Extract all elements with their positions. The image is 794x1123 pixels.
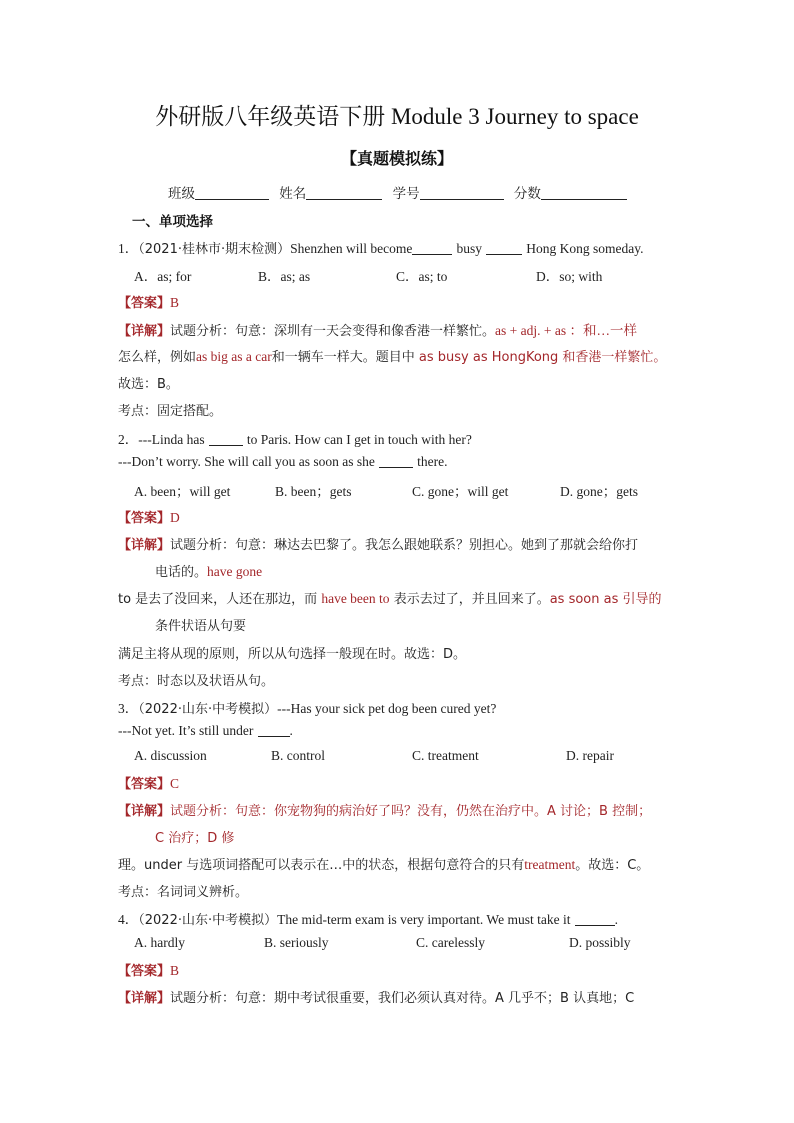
q1-stem-a: Shenzhen will become: [290, 241, 413, 256]
q3-detail-line-3: [118, 854, 649, 873]
q2-answer: [118, 507, 180, 526]
page-title: 外研版八年级英语下册 Module 3 Journey to space: [155, 104, 639, 129]
q4-stem: The mid-term exam is very important. We must take it: [277, 912, 571, 927]
q4-number: 4．: [118, 912, 139, 927]
q4-blank: [575, 913, 615, 926]
q4-answer-label: 【答案】: [118, 964, 171, 979]
q1-detail-line-3: 故选：B。: [118, 377, 179, 392]
q2-detail-1: 试题分析：句意：琳达去巴黎了。我怎么跟她联系？别担心。她到了那就会给你打: [170, 538, 639, 553]
q3-option-a: A. discussion: [134, 748, 207, 763]
q1-answer-label: 【答案】: [118, 296, 171, 311]
q3-stem1: ---Has your sick pet dog been cured yet?: [277, 701, 497, 716]
q1-number: 1．: [118, 241, 139, 256]
q1-option-c: C．as; to: [396, 269, 448, 284]
q3-number: 3．: [118, 701, 139, 716]
q2-detail-line-1: [118, 534, 638, 553]
q3-option-c: C. treatment: [412, 748, 479, 763]
q2-stem1-a: ---Linda has: [138, 432, 205, 447]
q4-detail-line-1: [118, 987, 634, 1006]
q2-detail-line-5: 满足主将从现的原则，所以从句选择一般现在时。故选：D。: [118, 647, 467, 662]
q1-detail-1a: 试题分析：句意：深圳有一天会变得和像香港一样繁忙。: [170, 324, 496, 339]
q3-detail-line-1: [118, 800, 651, 819]
q1-blank-1: [412, 242, 452, 255]
q1-detail-line-1: [118, 319, 637, 339]
q4-source: （2022·山东·中考模拟）: [138, 913, 278, 928]
q3-source: （2022·山东·中考模拟）: [138, 702, 278, 717]
q2-blank-2: [379, 455, 413, 468]
q2-detail-line-4: 条件状语从句要: [155, 619, 247, 634]
q4-option-b: B. seriously: [264, 935, 329, 950]
q1-option-b: B．as; as: [258, 269, 311, 284]
q3-detail-3c: 。故选：C。: [575, 858, 650, 873]
q2-point: 考点：时态以及状语从句。: [118, 674, 275, 689]
q2-detail-3d: as soon as 引导的: [549, 592, 662, 607]
q1-option-d: D．so; with: [536, 269, 603, 284]
class-label: 班级: [168, 186, 195, 202]
question-2-stem-1: [118, 428, 472, 448]
question-2-stem-2: [118, 454, 447, 470]
q2-answer-value: D: [170, 510, 180, 525]
q2-option-b: B. been；gets: [275, 484, 352, 499]
q4-detail-label: 【详解】: [118, 991, 171, 1006]
q2-option-d: D. gone；gets: [560, 484, 638, 499]
q3-blank: [258, 724, 290, 737]
score-blank[interactable]: [541, 185, 627, 200]
q1-detail-2b: as big as a car: [196, 349, 272, 364]
q1-answer: [118, 292, 179, 311]
name-blank[interactable]: [306, 185, 382, 200]
q4-answer-value: B: [170, 963, 180, 978]
q2-stem2-b: there.: [417, 454, 448, 469]
q4-answer: [118, 960, 179, 979]
section-heading: 一、单项选择: [132, 214, 213, 230]
student-info-fields: [168, 182, 627, 202]
page-subtitle: 【真题模拟练】: [340, 149, 453, 168]
q2-detail-2b: have gone: [207, 564, 263, 579]
q1-detail-2a: 怎么样，例如: [118, 350, 197, 365]
q1-detail-2d: as busy as HongKong 和香港一样繁忙。: [418, 350, 667, 365]
class-blank[interactable]: [195, 185, 269, 200]
q1-stem-c: Hong Kong someday.: [526, 241, 644, 256]
q4-detail-1: 试题分析：句意：期中考试很重要，我们必须认真对待。A 几乎不；B 认真地；C: [170, 991, 635, 1006]
q2-number: 2．: [118, 432, 139, 447]
q3-option-b: B. control: [271, 748, 325, 763]
q3-detail-line-2: C 治疗；D 修: [155, 831, 235, 846]
q1-option-a: A．as; for: [134, 269, 192, 284]
q1-stem-b: busy: [456, 241, 482, 256]
q1-detail-line-2: [118, 346, 666, 365]
q1-point: 考点：固定搭配。: [118, 404, 223, 419]
q4-option-a: A. hardly: [134, 935, 185, 950]
q2-detail-2a: 电话的。: [155, 565, 208, 580]
q3-point: 考点：名词词义辨析。: [118, 885, 249, 900]
q1-source: （2021·桂林市·期末检测）: [138, 242, 291, 257]
question-4-stem: 4．（2022·山东·中考模拟）The mid-term exam is very important. We must take it .: [118, 912, 618, 928]
question-3-stem-2: ---Not yet. It’s still under .: [118, 723, 293, 738]
q2-detail-3b: have been to: [321, 591, 390, 606]
q4-option-d: D. possibly: [569, 935, 631, 950]
q2-detail-label: 【详解】: [118, 538, 171, 553]
q3-detail-3a: 理。under 与选项词搭配可以表示在…中的状态，根据句意符合的只有: [118, 858, 525, 873]
question-1-stem: [118, 237, 644, 257]
q2-blank-1: [209, 433, 243, 446]
q1-detail-2c: 和一辆车一样大。题目中: [271, 350, 415, 365]
q3-detail-1: 试题分析：句意：你宠物狗的病治好了吗？没有，仍然在治疗中。A 讨论；B 控制；: [170, 804, 652, 819]
q3-answer-value: C: [170, 776, 180, 791]
q2-detail-3c: 表示去过了，并且回来了。: [393, 592, 550, 607]
q3-answer-label: 【答案】: [118, 777, 171, 792]
q2-answer-label: 【答案】: [118, 511, 171, 526]
q2-detail-3a: to 是去了没回来，人还在那边，而: [118, 592, 318, 607]
q4-option-c: C. carelessly: [416, 935, 485, 950]
q3-answer: [118, 773, 179, 792]
q1-detail-1b: as + adj. + as ：和…一样: [495, 323, 637, 338]
q3-detail-3b: treatment: [524, 857, 576, 872]
q2-detail-line-3: [118, 588, 662, 607]
q2-option-c: C. gone；will get: [412, 484, 509, 499]
q2-stem2-a: ---Don’t worry. She will call you as soon as she: [118, 454, 375, 469]
q3-detail-label: 【详解】: [118, 804, 171, 819]
q3-stem2: ---Not yet. It’s still under: [118, 723, 254, 738]
q3-option-d: D. repair: [566, 748, 614, 763]
number-label: 学号: [392, 186, 420, 202]
name-label: 姓名: [279, 186, 307, 202]
q1-blank-2: [486, 242, 522, 255]
q2-detail-line-2: [155, 561, 262, 580]
question-3-stem-1: [118, 697, 496, 717]
number-blank[interactable]: [420, 185, 504, 200]
q1-answer-value: B: [170, 295, 180, 310]
q2-stem1-b: to Paris. How can I get in touch with her?: [246, 432, 472, 447]
q1-detail-label: 【详解】: [118, 324, 171, 339]
q2-option-a: A. been；will get: [134, 484, 231, 499]
score-label: 分数: [513, 186, 541, 202]
